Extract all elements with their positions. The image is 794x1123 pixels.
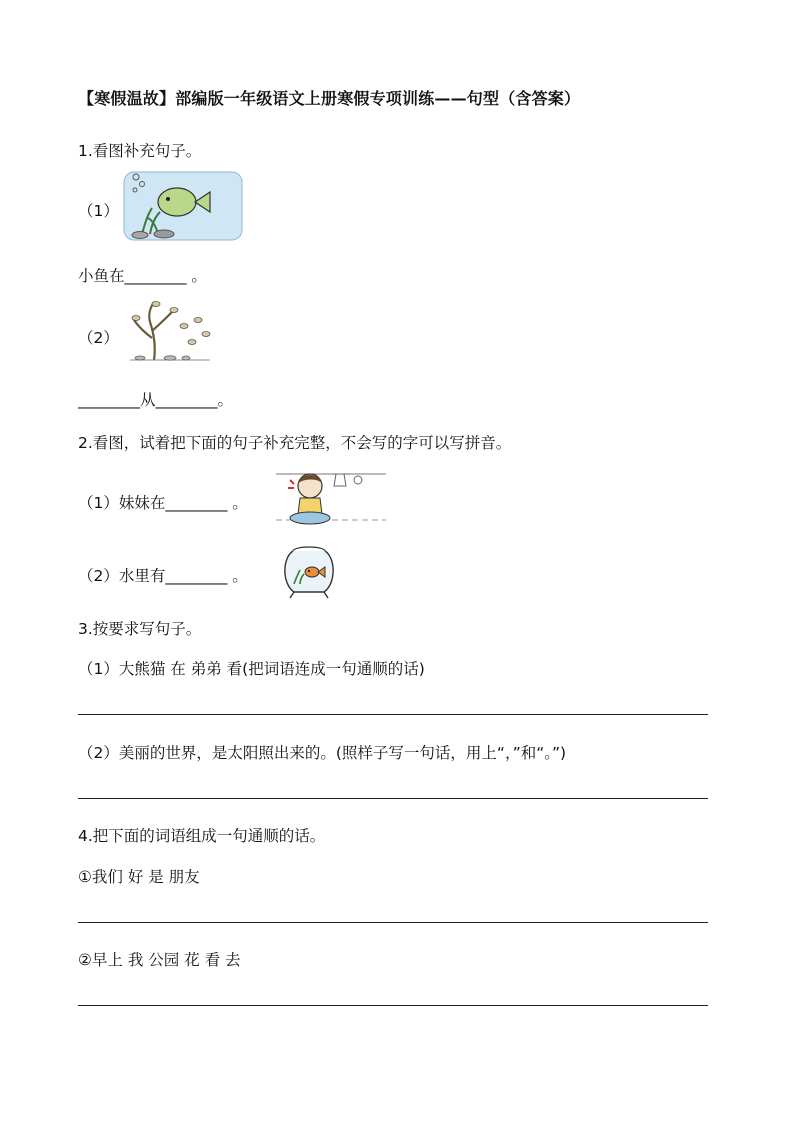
q2-item2: （2）水里有________ 。 — [78, 567, 248, 585]
answer-line-q4-2[interactable] — [78, 1005, 708, 1006]
answer-line-q4-1[interactable] — [78, 922, 708, 923]
answer-line-q3-2[interactable] — [78, 798, 708, 799]
q4-item1: ①我们 好 是 朋友 — [78, 868, 200, 886]
answer-line-q3-1[interactable] — [78, 714, 708, 715]
q1-item2-sentence: ________从________。 — [78, 391, 234, 409]
q1-item1-label: （1） — [78, 202, 119, 220]
q1-heading: 1.看图补充句子。 — [78, 142, 202, 160]
q4-item2: ②早上 我 公园 花 看 去 — [78, 951, 241, 969]
q3-heading: 3.按要求写句子。 — [78, 620, 202, 638]
tree-with-falling-leaves-illustration — [126, 298, 214, 368]
goldfish-bowl-illustration — [280, 544, 338, 600]
fish-in-water-illustration — [122, 168, 244, 244]
q4-heading: 4.把下面的词语组成一句通顺的话。 — [78, 827, 326, 845]
page-title: 【寒假温故】部编版一年级语文上册寒假专项训练——句型（含答案） — [78, 89, 581, 108]
q2-heading: 2.看图，试着把下面的句子补充完整，不会写的字可以写拼音。 — [78, 434, 512, 452]
girl-washing-clothes-illustration — [276, 460, 386, 532]
q1-item1-sentence: 小鱼在________ 。 — [78, 267, 207, 285]
q3-item2: （2）美丽的世界，是太阳照出来的。(照样子写一句话，用上“，”和“。”) — [78, 744, 567, 762]
q2-item1: （1）妹妹在________ 。 — [78, 494, 248, 512]
q1-item2-label: （2） — [78, 329, 119, 347]
q3-item1: （1）大熊猫 在 弟弟 看(把词语连成一句通顺的话) — [78, 660, 425, 678]
